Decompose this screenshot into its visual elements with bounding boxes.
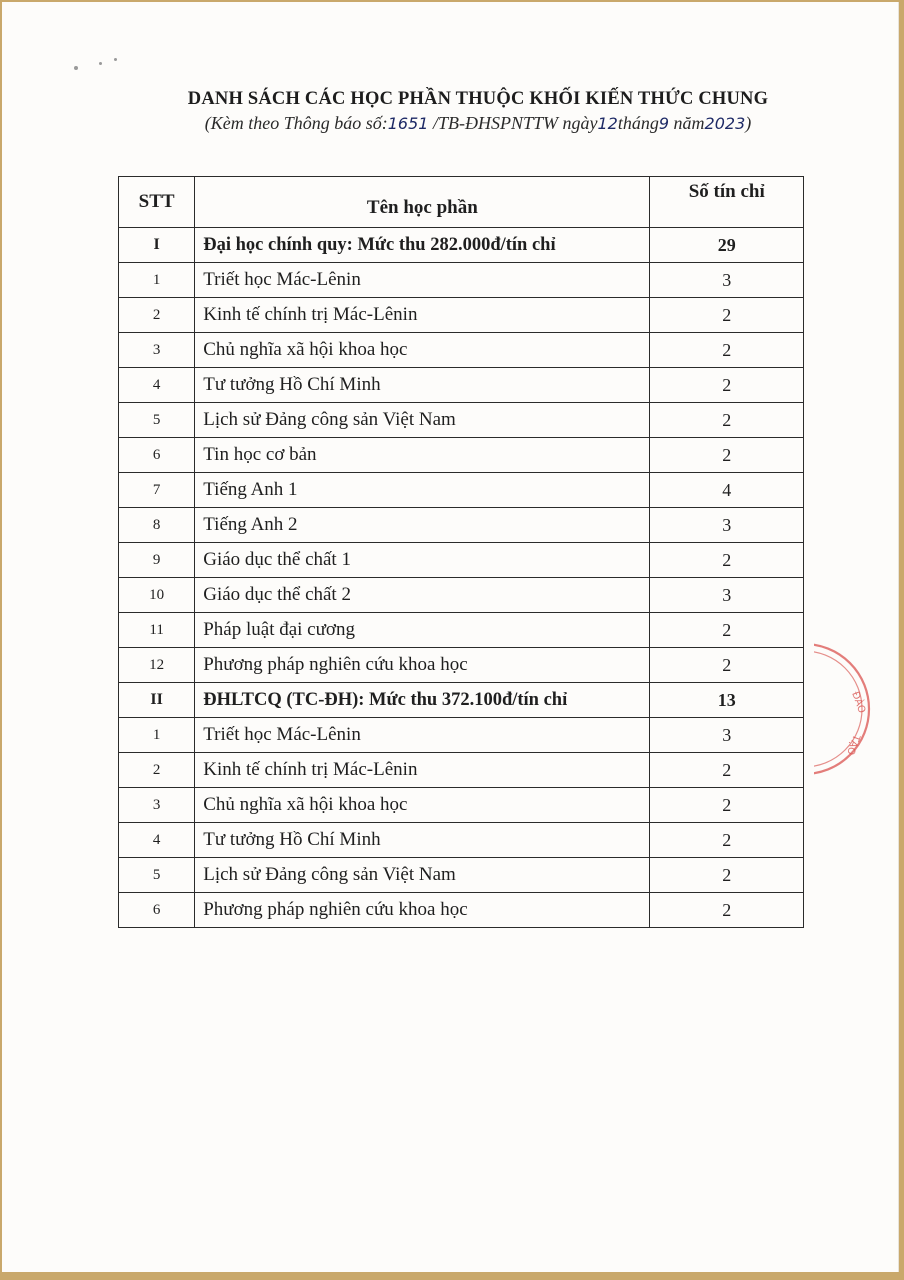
cell-course-name: ĐHLTCQ (TC-ĐH): Mức thu 372.100đ/tín chỉ xyxy=(195,683,650,718)
table-row xyxy=(119,368,804,403)
cell-stt: 4 xyxy=(119,823,195,858)
table-row xyxy=(119,823,804,858)
cell-stt: 7 xyxy=(119,473,195,508)
document-subtitle xyxy=(2,113,904,134)
cell-course-name: Kinh tế chính trị Mác-Lênin xyxy=(195,298,650,333)
course-table xyxy=(118,176,804,928)
cell-course-name: Tin học cơ bản xyxy=(195,438,650,473)
cell-stt: 8 xyxy=(119,508,195,543)
cell-course-name: Pháp luật đại cương xyxy=(195,613,650,648)
course-table-body xyxy=(119,228,804,928)
cell-stt: II xyxy=(119,683,195,718)
month-label: tháng xyxy=(617,113,659,133)
cell-credits: 2 xyxy=(650,613,804,648)
cell-credits: 29 xyxy=(650,228,804,263)
header-credits: Số tín chỉ xyxy=(650,177,804,228)
cell-course-name: Lịch sử Đảng công sản Việt Nam xyxy=(195,403,650,438)
table-row xyxy=(119,578,804,613)
table-row xyxy=(119,753,804,788)
table-row xyxy=(119,893,804,928)
table-row xyxy=(119,543,804,578)
cell-credits: 13 xyxy=(650,683,804,718)
cell-stt: I xyxy=(119,228,195,263)
cell-credits: 3 xyxy=(650,578,804,613)
cell-stt: 2 xyxy=(119,298,195,333)
cell-stt: 11 xyxy=(119,613,195,648)
document-page xyxy=(2,2,899,1272)
subtitle-suffix: ) xyxy=(745,113,752,133)
cell-course-name: Lịch sử Đảng công sản Việt Nam xyxy=(195,858,650,893)
cell-credits: 2 xyxy=(650,893,804,928)
notice-month: 9 xyxy=(658,114,670,133)
cell-course-name: Giáo dục thể chất 2 xyxy=(195,578,650,613)
table-row xyxy=(119,648,804,683)
year-label: năm xyxy=(673,113,705,133)
notice-year: 2023 xyxy=(704,114,746,133)
cell-credits: 2 xyxy=(650,788,804,823)
cell-credits: 2 xyxy=(650,438,804,473)
cell-stt: 5 xyxy=(119,403,195,438)
cell-stt: 12 xyxy=(119,648,195,683)
cell-course-name: Triết học Mác-Lênin xyxy=(195,718,650,753)
table-row xyxy=(119,508,804,543)
subtitle-mid: /TB-ĐHSPNTTW ngày xyxy=(432,113,598,133)
notice-number: 1651 xyxy=(387,114,429,133)
official-stamp xyxy=(814,639,884,779)
svg-text:TẠO: TẠO xyxy=(844,732,862,757)
cell-course-name: Đại học chính quy: Mức thu 282.000đ/tín chỉ xyxy=(195,228,650,263)
cell-course-name: Tư tưởng Hồ Chí Minh xyxy=(195,823,650,858)
cell-course-name: Chủ nghĩa xã hội khoa học xyxy=(195,788,650,823)
cell-stt: 9 xyxy=(119,543,195,578)
cell-stt: 6 xyxy=(119,893,195,928)
cell-stt: 3 xyxy=(119,333,195,368)
cell-credits: 2 xyxy=(650,333,804,368)
table-row xyxy=(119,333,804,368)
table-row xyxy=(119,613,804,648)
cell-course-name: Triết học Mác-Lênin xyxy=(195,263,650,298)
cell-credits: 4 xyxy=(650,473,804,508)
table-row xyxy=(119,438,804,473)
cell-credits: 2 xyxy=(650,753,804,788)
header-course-name: Tên học phần xyxy=(195,177,650,228)
header-stt: STT xyxy=(119,177,195,228)
notice-day: 12 xyxy=(597,114,618,133)
cell-stt: 5 xyxy=(119,858,195,893)
cell-credits: 3 xyxy=(650,263,804,298)
svg-text:ĐÀO: ĐÀO xyxy=(849,690,868,715)
table-row xyxy=(119,858,804,893)
cell-credits: 2 xyxy=(650,648,804,683)
subtitle-prefix: (Kèm theo Thông báo số: xyxy=(204,113,388,133)
cell-stt: 1 xyxy=(119,718,195,753)
cell-course-name: Tiếng Anh 2 xyxy=(195,508,650,543)
cell-course-name: Tư tưởng Hồ Chí Minh xyxy=(195,368,650,403)
cell-stt: 10 xyxy=(119,578,195,613)
cell-credits: 2 xyxy=(650,858,804,893)
cell-course-name: Phương pháp nghiên cứu khoa học xyxy=(195,648,650,683)
cell-stt: 4 xyxy=(119,368,195,403)
table-row xyxy=(119,718,804,753)
cell-credits: 3 xyxy=(650,718,804,753)
table-row xyxy=(119,403,804,438)
table-row xyxy=(119,298,804,333)
cell-credits: 3 xyxy=(650,508,804,543)
cell-credits: 2 xyxy=(650,368,804,403)
stamp-seal-graphic xyxy=(814,639,884,779)
table-header-row xyxy=(119,177,804,228)
speck-mark xyxy=(74,66,78,70)
document-title: DANH SÁCH CÁC HỌC PHẦN THUỘC KHỐI KIẾN THỨC CHUNG xyxy=(187,89,769,109)
table-row xyxy=(119,473,804,508)
cell-course-name: Chủ nghĩa xã hội khoa học xyxy=(195,333,650,368)
speck-mark xyxy=(114,58,117,61)
cell-stt: 1 xyxy=(119,263,195,298)
cell-credits: 2 xyxy=(650,823,804,858)
cell-course-name: Giáo dục thể chất 1 xyxy=(195,543,650,578)
table-section-row xyxy=(119,683,804,718)
cell-stt: 2 xyxy=(119,753,195,788)
table-row xyxy=(119,788,804,823)
cell-stt: 3 xyxy=(119,788,195,823)
cell-stt: 6 xyxy=(119,438,195,473)
table-section-row xyxy=(119,228,804,263)
table-row xyxy=(119,263,804,298)
cell-course-name: Kinh tế chính trị Mác-Lênin xyxy=(195,753,650,788)
cell-credits: 2 xyxy=(650,298,804,333)
speck-mark xyxy=(99,62,102,65)
cell-credits: 2 xyxy=(650,543,804,578)
cell-course-name: Phương pháp nghiên cứu khoa học xyxy=(195,893,650,928)
cell-course-name: Tiếng Anh 1 xyxy=(195,473,650,508)
cell-credits: 2 xyxy=(650,403,804,438)
